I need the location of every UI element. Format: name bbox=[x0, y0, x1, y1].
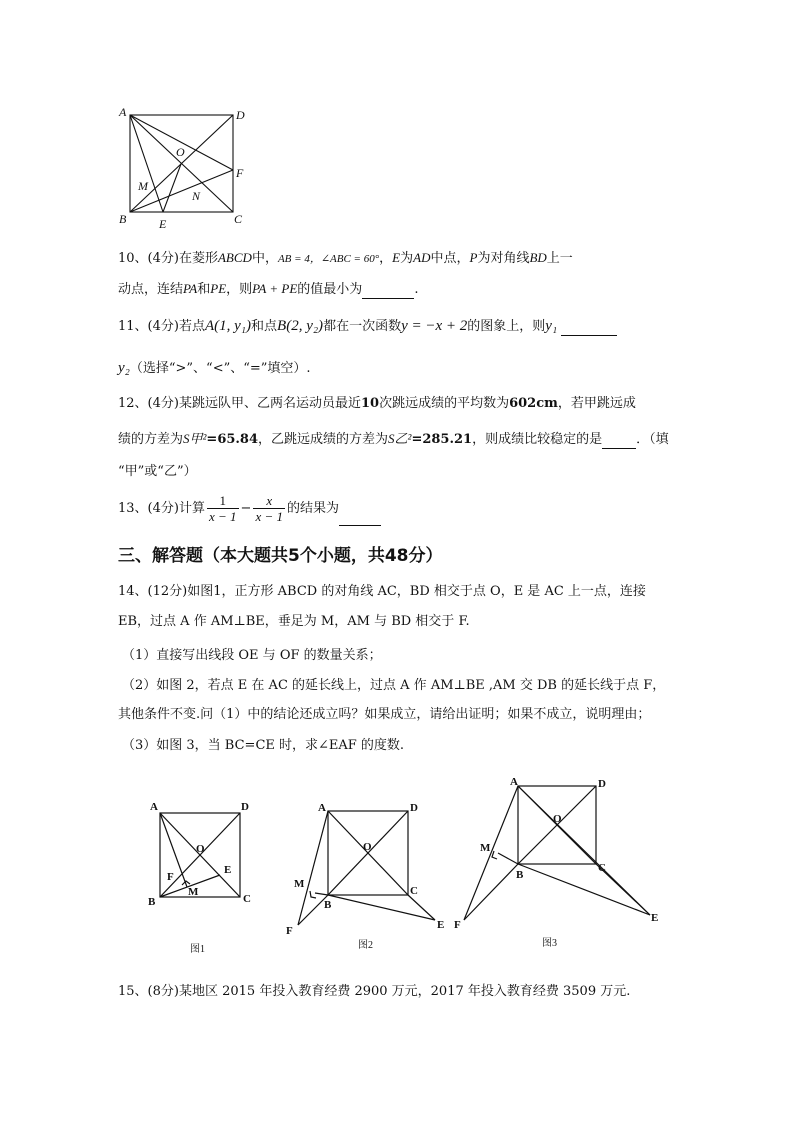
q11-number: 11、(4分) bbox=[118, 319, 179, 334]
text: =65.84 bbox=[206, 432, 259, 447]
f2-F: F bbox=[286, 925, 293, 937]
q15-line bbox=[118, 983, 630, 1001]
fraction-2 bbox=[253, 493, 285, 524]
f2-A: A bbox=[318, 802, 326, 814]
f3-E: E bbox=[651, 912, 659, 924]
f3-F: F bbox=[454, 919, 461, 931]
denominator: x − 1 bbox=[208, 509, 237, 524]
q15-number: 15、(8分) bbox=[118, 984, 179, 999]
label-D: D bbox=[236, 108, 245, 122]
text: “甲”或“乙”） bbox=[118, 464, 197, 479]
text: （选择“>”、“<”、“=”填空）. bbox=[129, 361, 311, 376]
q11-answer-blank[interactable] bbox=[561, 321, 617, 336]
q14-line1 bbox=[118, 583, 646, 601]
f1-O: O bbox=[196, 843, 205, 855]
text: 为对角线 bbox=[477, 251, 530, 266]
math: ABCD bbox=[217, 250, 252, 265]
f2-M: M bbox=[294, 878, 305, 890]
q14-part3: （3）如图 3，当 BC=CE 时，求∠EAF 的度数. bbox=[122, 738, 405, 753]
f3-O: O bbox=[553, 813, 562, 825]
q12-line3 bbox=[118, 463, 197, 481]
caption-fig3: 图3 bbox=[542, 938, 557, 949]
numerator: 1 bbox=[207, 493, 239, 509]
f2-E: E bbox=[437, 919, 445, 931]
f1-M: M bbox=[188, 886, 199, 898]
text: 和 bbox=[197, 282, 211, 297]
q14-part1: （1）直接写出线段 OE 与 OF 的数量关系； bbox=[122, 648, 382, 663]
q14-number: 14、(12分) bbox=[118, 584, 188, 599]
math: PA bbox=[183, 281, 198, 296]
figure-2 bbox=[280, 795, 455, 955]
q12-number: 12、(4分) bbox=[118, 396, 179, 411]
label-N: N bbox=[192, 189, 201, 203]
q10-number: 10、(4分) bbox=[118, 251, 179, 266]
math: AD bbox=[413, 250, 431, 265]
q12-answer-blank[interactable] bbox=[602, 434, 636, 449]
text: 绩的方差为 bbox=[118, 432, 184, 447]
math: E bbox=[392, 250, 401, 265]
text: 在菱形 bbox=[178, 251, 218, 266]
math: A(1, y₁) bbox=[204, 318, 252, 334]
fraction-1 bbox=[207, 493, 239, 524]
math: B(2, y₂) bbox=[277, 318, 324, 334]
math: AB = 4，∠ABC = 60° bbox=[277, 253, 380, 265]
text: ，乙跳远成绩的方差为 bbox=[258, 432, 389, 447]
q12-line1 bbox=[118, 395, 636, 413]
f3-D: D bbox=[598, 778, 606, 790]
q10-line1 bbox=[118, 249, 573, 268]
f1-B: B bbox=[148, 896, 156, 908]
math: S乙² bbox=[388, 431, 412, 446]
math: y₁ bbox=[545, 318, 558, 334]
math: PA + PE bbox=[252, 281, 298, 296]
text: 中， bbox=[251, 251, 278, 266]
q14-part2b: 其他条件不变.问（1）中的结论还成立吗？如果成立，请给出证明；如果不成立，说明理由； bbox=[118, 707, 651, 722]
text: ，若甲跳远成 bbox=[557, 396, 636, 411]
text: ， bbox=[379, 251, 393, 266]
caption-fig1: 图1 bbox=[190, 944, 205, 955]
q11-line1 bbox=[118, 317, 617, 336]
math: PE bbox=[210, 281, 227, 296]
f3-C: C bbox=[598, 862, 606, 874]
text: 都在一次函数 bbox=[323, 319, 402, 334]
text: 动点，连结 bbox=[118, 282, 184, 297]
text: =285.21 bbox=[411, 432, 473, 447]
text: 的值最小为 bbox=[297, 282, 363, 297]
text: 中点， bbox=[430, 251, 470, 266]
f3-B: B bbox=[516, 869, 524, 881]
caption-fig2: 图2 bbox=[358, 940, 373, 951]
text: 某跳远队甲、乙两名运动员最近 bbox=[178, 396, 361, 411]
math: BD bbox=[529, 250, 547, 265]
label-A: A bbox=[119, 105, 127, 119]
denominator: x − 1 bbox=[255, 509, 283, 524]
math: y = −x + 2 bbox=[401, 318, 468, 334]
q12-line2 bbox=[118, 430, 669, 449]
section-title: 三、解答题（本大题共5个小题，共48分） bbox=[118, 546, 443, 566]
text: 如图1，正方形 ABCD 的对角线 AC，BD 相交于点 O，E 是 AC 上一点，连接 bbox=[187, 584, 646, 599]
text: 次跳远成绩的平均数为 bbox=[379, 396, 510, 411]
f3-A: A bbox=[510, 776, 518, 788]
math: S甲² bbox=[183, 431, 207, 446]
text: 602cm bbox=[509, 396, 558, 411]
figure-q9-square bbox=[110, 100, 260, 235]
f1-C: C bbox=[243, 893, 251, 905]
text: 的结果为 bbox=[286, 501, 339, 516]
f1-F: F bbox=[167, 871, 174, 883]
q11-line2 bbox=[118, 359, 311, 378]
text: 若点 bbox=[178, 319, 205, 334]
label-C: C bbox=[234, 212, 243, 226]
q10-answer-blank[interactable] bbox=[362, 284, 414, 299]
q14-part2: （2）如图 2，若点 E 在 AC 的延长线上，过点 A 作 AM⊥BE ,AM 交 DB 的延长线于点 F， bbox=[122, 678, 666, 693]
f1-D: D bbox=[241, 801, 249, 813]
q14-line2: EB，过点 A 作 AM⊥BE，垂足为 M，AM 与 BD 相交于 F. bbox=[118, 614, 470, 629]
text: 上一 bbox=[546, 251, 573, 266]
f2-O: O bbox=[363, 841, 372, 853]
text: ．（填 bbox=[636, 432, 669, 447]
label-M: M bbox=[138, 179, 148, 193]
text: 10 bbox=[360, 396, 380, 411]
text: ，则 bbox=[226, 282, 253, 297]
text: 为 bbox=[400, 251, 414, 266]
text: 某地区 2015 年投入教育经费 2900 万元，2017 年投入教育经费 3509 万元. bbox=[178, 984, 631, 999]
f1-A: A bbox=[150, 801, 158, 813]
text: . bbox=[414, 282, 419, 297]
numerator: x bbox=[253, 493, 285, 509]
f3-M: M bbox=[480, 842, 491, 854]
figure-3 bbox=[450, 770, 665, 950]
text: 计算 bbox=[178, 501, 205, 516]
f2-B: B bbox=[324, 899, 332, 911]
q13-answer-blank[interactable] bbox=[339, 511, 381, 526]
math: y₂ bbox=[118, 360, 130, 376]
q13-line bbox=[118, 492, 381, 532]
text: 的图象上，则 bbox=[467, 319, 546, 334]
math: P bbox=[469, 250, 478, 265]
f2-D: D bbox=[410, 802, 418, 814]
text: ，则成绩比较稳定的是 bbox=[472, 432, 603, 447]
q13-number: 13、(4分) bbox=[118, 501, 179, 516]
q10-line2 bbox=[118, 280, 418, 299]
f1-E: E bbox=[224, 864, 232, 876]
label-E: E bbox=[159, 217, 167, 231]
figure-1 bbox=[140, 795, 265, 955]
math: − bbox=[240, 501, 252, 516]
label-O: O bbox=[176, 145, 185, 159]
label-B: B bbox=[119, 212, 127, 226]
text: 和点 bbox=[251, 319, 278, 334]
label-F: F bbox=[236, 166, 244, 180]
f2-C: C bbox=[410, 885, 418, 897]
